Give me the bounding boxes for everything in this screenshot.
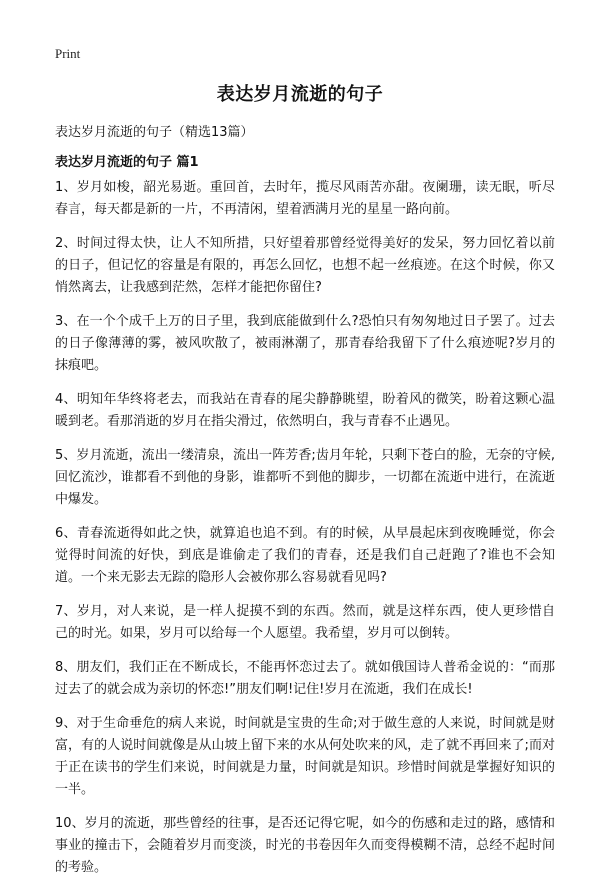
paragraph: 2、时间过得太快，让人不知所措，只好望着那曾经觉得美好的发呆，努力回忆着以前的日子，但记忆的容量是有限的，再怎么回忆，也想不起一丝痕迹。在这个时候，你又悄然离去，让我感到茫然，怎样才能把你留住? (55, 236, 555, 295)
paragraph: 3、在一个个成千上万的日子里，我到底能做到什么?恐怕只有匆匆地过日子罢了。过去的日子像薄薄的雾，被风吹散了，被雨淋潮了，那青春给我留下了什么痕迹呢?岁月的抹痕吧。 (55, 314, 555, 373)
print-label: Print (55, 46, 81, 61)
paragraph: 6、青春流逝得如此之快，就算追也追不到。有的时候，从早晨起床到夜晚睡觉，你会觉得时间流的好快，到底是谁偷走了我们的青春，还是我们自己赶跑了?谁也不会知道。一个来无影去无踪的隐形人会被你那么容易就看见吗? (55, 526, 555, 585)
document-subtitle: 表达岁月流逝的句子（精选13篇） (55, 125, 254, 140)
paragraph: 5、岁月流逝，流出一缕清泉，流出一阵芳香;齿月年轮，只剩下苍白的脸，无奈的守候,回忆流沙，谁都看不到他的身影，谁都听不到他的脚步，一切都在流逝中进行，在流逝中爆发。 (55, 448, 555, 507)
paragraph-list (55, 177, 555, 891)
paragraph: 4、明知年华终将老去，而我站在青春的尾尖静静眺望，盼着风的微笑，盼着这颗心温暖到老。看那消逝的岁月在指尖滑过，依然明白，我与青春不止遇见。 (55, 392, 555, 429)
paragraph: 7、岁月，对人来说，是一样人捉摸不到的东西。然而，就是这样东西，使人更珍惜自己的时光。如果，岁月可以给每一个人愿望。我希望，岁月可以倒转。 (55, 604, 555, 641)
paragraph: 1、岁月如梭，韶光易逝。重回首，去时年，揽尽风雨苦亦甜。夜阑珊，读无眠，听尽春言，每天都是新的一片，不再清闲，望着洒满月光的星星一路向前。 (55, 180, 555, 217)
paragraph: 10、岁月的流逝，那些曾经的往事，是否还记得它呢，如今的伤感和走过的路，感情和事业的撞击下，会随着岁月而变淡，时光的书卷因年久而变得模糊不清，总经不起时间的考验。 (55, 816, 555, 875)
section-heading: 表达岁月流逝的句子 篇1 (55, 155, 199, 170)
paragraph: 8、朋友们，我们正在不断成长，不能再怀恋过去了。就如俄国诗人普希金说的：“而那过去了的就会成为亲切的怀恋!”朋友们啊!记住!岁月在流逝，我们在成长! (55, 660, 555, 697)
document-title: 表达岁月流逝的句子 (216, 84, 384, 105)
paragraph: 9、对于生命垂危的病人来说，时间就是宝贵的生命;对于做生意的人来说，时间就是财富，有的人说时间就像是从山坡上留下来的水从何处吹来的风，走了就不再回来了;而对于正在读书的学生们来说，时间就是力量，时间就是知识。珍惜时间就是掌握好知识的一半。 (55, 716, 555, 797)
